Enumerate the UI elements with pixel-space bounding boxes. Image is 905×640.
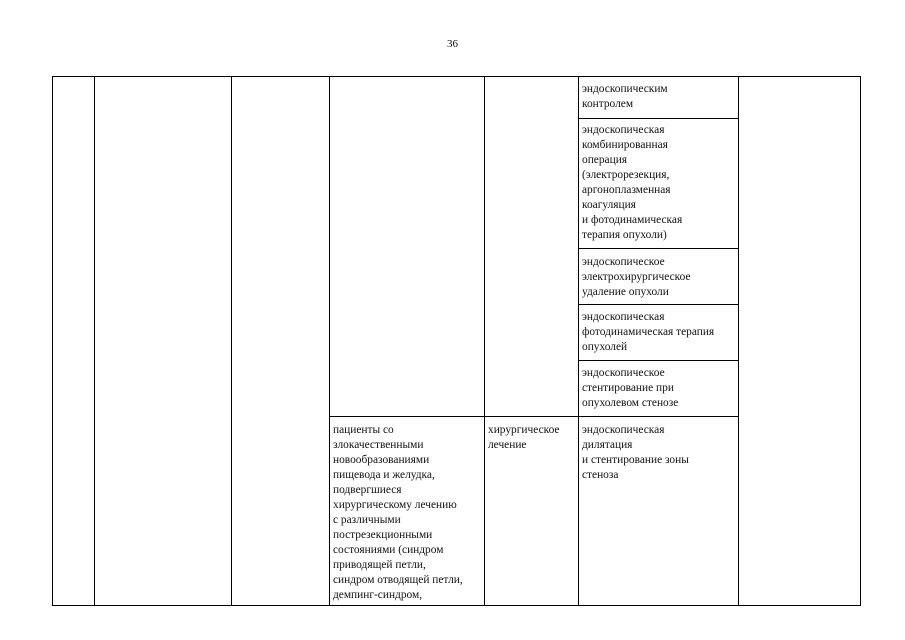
row-divider xyxy=(578,360,738,361)
treatment-method-cell: эндоскопическая дилятация и стентирование зоны стеноза xyxy=(582,424,689,481)
column-divider xyxy=(329,77,330,605)
treatment-method-cell: эндоскопическое стентирование при опухолевом стенозе xyxy=(582,367,679,409)
row-divider xyxy=(578,118,738,119)
treatment-type-cell: хирургическое лечение xyxy=(488,424,560,451)
row-divider xyxy=(578,248,738,249)
column-divider xyxy=(94,77,95,605)
column-divider xyxy=(231,77,232,605)
treatment-method-cell: эндоскопическая фотодинамическая терапия опухолей xyxy=(582,311,715,353)
column-divider xyxy=(738,77,739,605)
treatment-method-cell: эндоскопическое электрохирургическое удаление опухоли xyxy=(582,256,691,298)
treatment-method-cell: эндоскопическим контролем xyxy=(582,83,668,110)
treatment-method-cell: эндоскопическая комбинированная операция (электрорезекция, аргоноплазменная коагуляция и фотодинамическая терапия опухоли) xyxy=(582,124,683,241)
column-divider xyxy=(484,77,485,605)
medical-care-table xyxy=(52,76,861,606)
page-number: 36 xyxy=(447,38,458,50)
row-divider xyxy=(329,416,738,417)
column-divider xyxy=(578,77,579,605)
row-divider xyxy=(578,304,738,305)
patient-model-cell: пациенты со злокачественными новообразованиями пищевода и желудка, подвергшиеся хирургическому лечению с различными пострезекционными состояниями (синдром приводящей петли, синдром отводящей петли, демпинг-синдром, xyxy=(333,424,463,601)
